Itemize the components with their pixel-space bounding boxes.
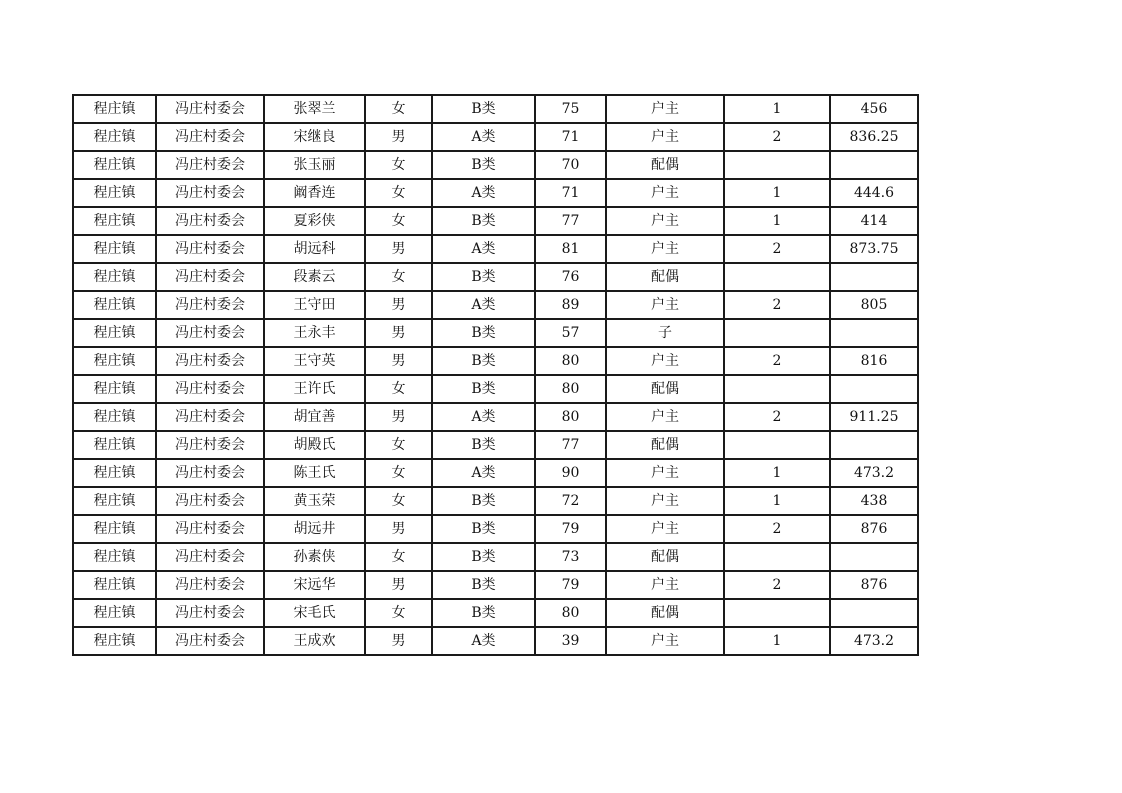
household-count-cell — [724, 431, 830, 459]
age-cell: 70 — [535, 151, 606, 179]
category-cell: B类 — [432, 571, 535, 599]
relation-cell: 户主 — [606, 207, 724, 235]
table-row — [73, 151, 918, 179]
age-cell: 77 — [535, 431, 606, 459]
relation-cell: 户主 — [606, 347, 724, 375]
age-cell: 76 — [535, 263, 606, 291]
village-cell: 冯庄村委会 — [156, 291, 264, 319]
table-row — [73, 207, 918, 235]
category-cell: B类 — [432, 263, 535, 291]
name-cell: 胡远科 — [264, 235, 365, 263]
village-cell: 冯庄村委会 — [156, 319, 264, 347]
household-count-cell — [724, 151, 830, 179]
age-cell: 75 — [535, 95, 606, 123]
table-row — [73, 291, 918, 319]
name-cell: 王许氏 — [264, 375, 365, 403]
age-cell: 39 — [535, 627, 606, 655]
relation-cell: 配偶 — [606, 599, 724, 627]
name-cell: 夏彩侠 — [264, 207, 365, 235]
name-cell: 黄玉荣 — [264, 487, 365, 515]
name-cell: 王成欢 — [264, 627, 365, 655]
name-cell: 宋继良 — [264, 123, 365, 151]
name-cell: 王守英 — [264, 347, 365, 375]
category-cell: A类 — [432, 235, 535, 263]
town-cell: 程庄镇 — [73, 179, 156, 207]
amount-cell: 444.6 — [830, 179, 918, 207]
village-cell: 冯庄村委会 — [156, 347, 264, 375]
age-cell: 77 — [535, 207, 606, 235]
gender-cell: 女 — [365, 375, 432, 403]
village-cell: 冯庄村委会 — [156, 123, 264, 151]
town-cell: 程庄镇 — [73, 515, 156, 543]
household-count-cell: 2 — [724, 235, 830, 263]
household-count-cell: 1 — [724, 487, 830, 515]
household-count-cell: 1 — [724, 95, 830, 123]
village-cell: 冯庄村委会 — [156, 543, 264, 571]
relation-cell: 户主 — [606, 403, 724, 431]
table-row — [73, 179, 918, 207]
category-cell: A类 — [432, 123, 535, 151]
amount-cell — [830, 375, 918, 403]
town-cell: 程庄镇 — [73, 347, 156, 375]
relation-cell: 户主 — [606, 515, 724, 543]
age-cell: 80 — [535, 403, 606, 431]
town-cell: 程庄镇 — [73, 375, 156, 403]
relation-cell: 户主 — [606, 95, 724, 123]
town-cell: 程庄镇 — [73, 627, 156, 655]
name-cell: 王守田 — [264, 291, 365, 319]
name-cell: 胡宜善 — [264, 403, 365, 431]
village-cell: 冯庄村委会 — [156, 151, 264, 179]
relation-cell: 户主 — [606, 123, 724, 151]
gender-cell: 男 — [365, 319, 432, 347]
household-count-cell: 2 — [724, 347, 830, 375]
category-cell: A类 — [432, 291, 535, 319]
gender-cell: 女 — [365, 487, 432, 515]
category-cell: B类 — [432, 599, 535, 627]
gender-cell: 女 — [365, 95, 432, 123]
village-cell: 冯庄村委会 — [156, 207, 264, 235]
household-count-cell: 2 — [724, 123, 830, 151]
amount-cell: 873.75 — [830, 235, 918, 263]
amount-cell: 414 — [830, 207, 918, 235]
table-row — [73, 375, 918, 403]
category-cell: B类 — [432, 515, 535, 543]
table-row — [73, 599, 918, 627]
name-cell: 张翠兰 — [264, 95, 365, 123]
amount-cell: 456 — [830, 95, 918, 123]
relation-cell: 配偶 — [606, 431, 724, 459]
town-cell: 程庄镇 — [73, 151, 156, 179]
table-row — [73, 515, 918, 543]
category-cell: B类 — [432, 319, 535, 347]
gender-cell: 男 — [365, 627, 432, 655]
category-cell: B类 — [432, 543, 535, 571]
village-cell: 冯庄村委会 — [156, 487, 264, 515]
amount-cell: 473.2 — [830, 627, 918, 655]
amount-cell: 911.25 — [830, 403, 918, 431]
category-cell: B类 — [432, 207, 535, 235]
category-cell: B类 — [432, 431, 535, 459]
gender-cell: 女 — [365, 459, 432, 487]
gender-cell: 男 — [365, 347, 432, 375]
gender-cell: 女 — [365, 543, 432, 571]
table-row — [73, 263, 918, 291]
household-count-cell — [724, 599, 830, 627]
household-count-cell — [724, 319, 830, 347]
village-cell: 冯庄村委会 — [156, 571, 264, 599]
town-cell: 程庄镇 — [73, 263, 156, 291]
village-cell: 冯庄村委会 — [156, 599, 264, 627]
village-cell: 冯庄村委会 — [156, 403, 264, 431]
gender-cell: 女 — [365, 207, 432, 235]
amount-cell: 473.2 — [830, 459, 918, 487]
household-count-cell — [724, 375, 830, 403]
age-cell: 71 — [535, 123, 606, 151]
relation-cell: 配偶 — [606, 375, 724, 403]
village-cell: 冯庄村委会 — [156, 235, 264, 263]
age-cell: 73 — [535, 543, 606, 571]
amount-cell — [830, 431, 918, 459]
amount-cell: 805 — [830, 291, 918, 319]
town-cell: 程庄镇 — [73, 123, 156, 151]
category-cell: A类 — [432, 403, 535, 431]
age-cell: 81 — [535, 235, 606, 263]
name-cell: 宋毛氏 — [264, 599, 365, 627]
age-cell: 80 — [535, 347, 606, 375]
gender-cell: 女 — [365, 599, 432, 627]
table-row — [73, 431, 918, 459]
town-cell: 程庄镇 — [73, 571, 156, 599]
village-cell: 冯庄村委会 — [156, 179, 264, 207]
town-cell: 程庄镇 — [73, 599, 156, 627]
table-row — [73, 543, 918, 571]
name-cell: 胡远井 — [264, 515, 365, 543]
age-cell: 71 — [535, 179, 606, 207]
household-count-cell: 1 — [724, 179, 830, 207]
relation-cell: 户主 — [606, 487, 724, 515]
name-cell: 胡殿氏 — [264, 431, 365, 459]
age-cell: 72 — [535, 487, 606, 515]
table-row — [73, 347, 918, 375]
name-cell: 孙素侠 — [264, 543, 365, 571]
age-cell: 90 — [535, 459, 606, 487]
table-row — [73, 235, 918, 263]
amount-cell: 876 — [830, 515, 918, 543]
household-count-cell: 2 — [724, 291, 830, 319]
town-cell: 程庄镇 — [73, 207, 156, 235]
name-cell: 段素云 — [264, 263, 365, 291]
town-cell: 程庄镇 — [73, 291, 156, 319]
relation-cell: 户主 — [606, 627, 724, 655]
town-cell: 程庄镇 — [73, 403, 156, 431]
gender-cell: 男 — [365, 123, 432, 151]
relation-cell: 配偶 — [606, 263, 724, 291]
town-cell: 程庄镇 — [73, 543, 156, 571]
gender-cell: 男 — [365, 571, 432, 599]
town-cell: 程庄镇 — [73, 95, 156, 123]
category-cell: A类 — [432, 459, 535, 487]
category-cell: B类 — [432, 151, 535, 179]
table-row — [73, 123, 918, 151]
village-cell: 冯庄村委会 — [156, 375, 264, 403]
name-cell: 宋远华 — [264, 571, 365, 599]
amount-cell — [830, 263, 918, 291]
relation-cell: 户主 — [606, 235, 724, 263]
age-cell: 57 — [535, 319, 606, 347]
gender-cell: 男 — [365, 235, 432, 263]
data-sheet — [72, 94, 919, 656]
name-cell: 王永丰 — [264, 319, 365, 347]
village-cell: 冯庄村委会 — [156, 627, 264, 655]
gender-cell: 女 — [365, 263, 432, 291]
table-row — [73, 627, 918, 655]
name-cell: 阚香连 — [264, 179, 365, 207]
amount-cell — [830, 319, 918, 347]
table-row — [73, 403, 918, 431]
town-cell: 程庄镇 — [73, 319, 156, 347]
town-cell: 程庄镇 — [73, 459, 156, 487]
household-count-cell: 1 — [724, 627, 830, 655]
relation-cell: 户主 — [606, 291, 724, 319]
household-count-cell: 1 — [724, 207, 830, 235]
relation-cell: 配偶 — [606, 543, 724, 571]
amount-cell: 836.25 — [830, 123, 918, 151]
age-cell: 79 — [535, 571, 606, 599]
age-cell: 89 — [535, 291, 606, 319]
town-cell: 程庄镇 — [73, 487, 156, 515]
category-cell: A类 — [432, 179, 535, 207]
gender-cell: 女 — [365, 151, 432, 179]
household-count-cell: 2 — [724, 571, 830, 599]
age-cell: 79 — [535, 515, 606, 543]
household-count-cell: 1 — [724, 459, 830, 487]
table-row — [73, 487, 918, 515]
gender-cell: 女 — [365, 431, 432, 459]
village-cell: 冯庄村委会 — [156, 459, 264, 487]
category-cell: B类 — [432, 487, 535, 515]
category-cell: B类 — [432, 347, 535, 375]
household-count-cell — [724, 543, 830, 571]
village-cell: 冯庄村委会 — [156, 515, 264, 543]
relation-cell: 子 — [606, 319, 724, 347]
amount-cell: 876 — [830, 571, 918, 599]
household-count-cell — [724, 263, 830, 291]
age-cell: 80 — [535, 375, 606, 403]
town-cell: 程庄镇 — [73, 431, 156, 459]
village-cell: 冯庄村委会 — [156, 431, 264, 459]
table-row — [73, 571, 918, 599]
category-cell: A类 — [432, 627, 535, 655]
table-row — [73, 95, 918, 123]
table-body — [73, 95, 918, 655]
category-cell: B类 — [432, 375, 535, 403]
village-cell: 冯庄村委会 — [156, 263, 264, 291]
amount-cell — [830, 151, 918, 179]
relation-cell: 户主 — [606, 459, 724, 487]
gender-cell: 男 — [365, 291, 432, 319]
household-count-cell: 2 — [724, 403, 830, 431]
name-cell: 张玉丽 — [264, 151, 365, 179]
table-row — [73, 319, 918, 347]
gender-cell: 男 — [365, 403, 432, 431]
relation-cell: 户主 — [606, 179, 724, 207]
household-count-cell: 2 — [724, 515, 830, 543]
town-cell: 程庄镇 — [73, 235, 156, 263]
amount-cell: 438 — [830, 487, 918, 515]
records-table — [72, 94, 919, 656]
amount-cell — [830, 543, 918, 571]
category-cell: B类 — [432, 95, 535, 123]
gender-cell: 男 — [365, 515, 432, 543]
village-cell: 冯庄村委会 — [156, 95, 264, 123]
relation-cell: 配偶 — [606, 151, 724, 179]
gender-cell: 女 — [365, 179, 432, 207]
amount-cell — [830, 599, 918, 627]
name-cell: 陈王氏 — [264, 459, 365, 487]
age-cell: 80 — [535, 599, 606, 627]
amount-cell: 816 — [830, 347, 918, 375]
relation-cell: 户主 — [606, 571, 724, 599]
table-row — [73, 459, 918, 487]
